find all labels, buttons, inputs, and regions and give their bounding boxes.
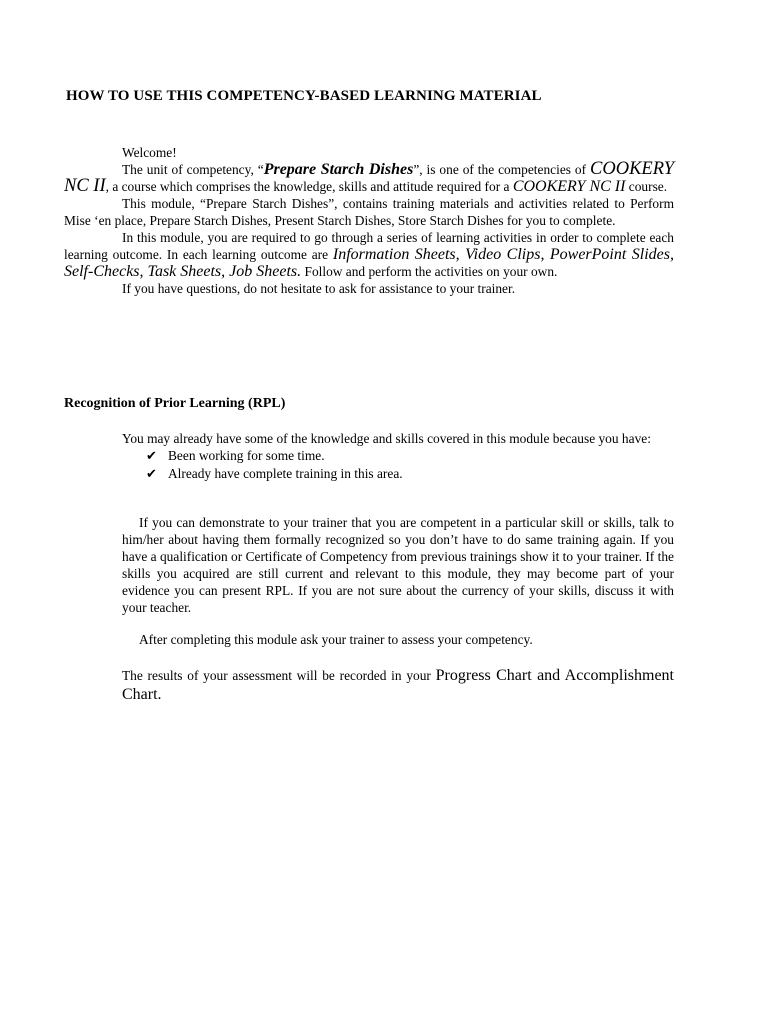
intro-paragraph-module: This module, “Prepare Starch Dishes”, contains training materials and activities related to Perform Mise ‘en place, Prepare Starch Dishes, Present Starch Dishes, Store Starch Dishes for you to complete. bbox=[64, 196, 674, 228]
rpl-heading: Recognition of Prior Learning (RPL) bbox=[64, 396, 286, 411]
rpl-demonstrate-section bbox=[122, 514, 674, 616]
intro-section bbox=[64, 144, 674, 297]
rpl-lead: You may already have some of the knowledge and skills covered in this module because you have: bbox=[122, 431, 651, 446]
chart-names: Progress Chart and Accomplishment Chart. bbox=[122, 667, 674, 703]
checkmark-icon: ✔ bbox=[146, 467, 157, 482]
rpl-demonstrate-paragraph: If you can demonstrate to your trainer that you are competent in a particular skill or skills, talk to him/her about having them formally recognized so you don’t have to do same training again. If you have a qualification or Certificate of Competency from previous trainings show it to your trainer. If the skills you acquired are still current and relevant to this module, they may become part of your evidence you can present RPL. If you are not sure about the currency of your skills, discuss it with your teacher. bbox=[122, 515, 674, 615]
list-item: ✔ Already have complete training in this area. bbox=[146, 466, 403, 482]
intro-paragraph-activities: In this module, you are required to go through a series of learning activities in order to complete each learning outcome. In each learning outcome are Information Sheets, Video Clips, PowerPoint Slides, Self-Checks, Task Sheets, Job Sheets. Follow and perform the activities on your own. bbox=[64, 230, 674, 280]
unit-name: Prepare Starch Dishes bbox=[263, 161, 414, 178]
course-name-2: COOKERY NC II bbox=[512, 178, 626, 195]
list-item: ✔ Been working for some time. bbox=[146, 448, 325, 464]
rpl-checklist bbox=[64, 447, 674, 483]
rpl-after-paragraph: After completing this module ask your trainer to assess your competency. bbox=[139, 632, 533, 647]
checkmark-icon: ✔ bbox=[146, 449, 157, 464]
course-name: COOKERY NC II bbox=[64, 159, 674, 196]
intro-paragraph-questions: If you have questions, do not hesitate to ask for assistance to your trainer. bbox=[122, 281, 516, 296]
rpl-lead-section bbox=[64, 430, 674, 483]
rpl-results-paragraph: The results of your assessment will be recorded in your Progress Chart and Accomplishment Chart. bbox=[122, 667, 674, 703]
intro-paragraph-unit: The unit of competency, “Prepare Starch Dishes”, is one of the competencies of COOKERY NC II, a course which comprises the knowledge, skills and attitude required for a COOKERY NC II course. bbox=[64, 159, 674, 196]
rpl-results-section bbox=[122, 666, 674, 704]
rpl-after-section bbox=[122, 631, 674, 648]
page-title: HOW TO USE THIS COMPETENCY-BASED LEARNING MATERIAL bbox=[66, 88, 542, 104]
activity-types: Information Sheets, Video Clips, PowerPoint Slides, Self-Checks, Task Sheets, Job Sheets. bbox=[64, 246, 674, 280]
welcome-text: Welcome! bbox=[122, 145, 177, 160]
